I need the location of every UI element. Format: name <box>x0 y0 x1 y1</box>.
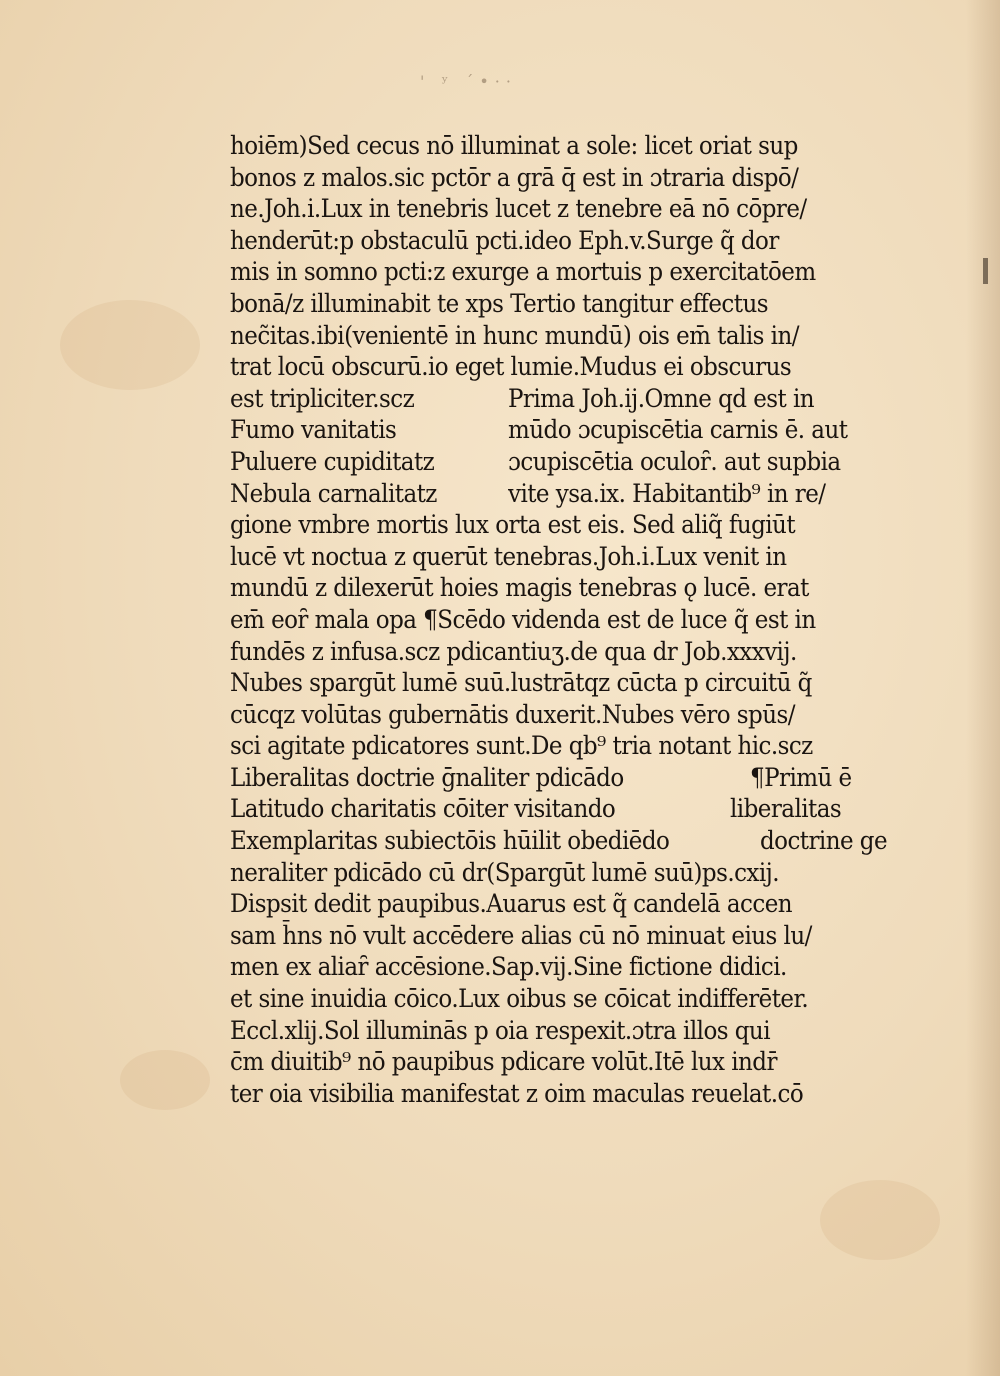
text-line: Dispsit dedit paupibus.Auarus est q̃ candelā accen <box>230 889 793 919</box>
text-line: gione vmbre mortis lux orta est eis. Sed aliq̃ fugiūt <box>230 510 796 540</box>
foxing-stain <box>820 1180 940 1260</box>
column-left-text: Puluere cupiditatz <box>230 446 435 476</box>
text-line: mundū z dilexerūt hoies magis tenebras ǫ lucē. erat <box>230 573 809 603</box>
text-line: Eccl.xlij.Sol illuminās p oia respexit.ɔtra illos qui <box>230 1015 770 1045</box>
column-right-text: ¶Primū ē <box>750 762 852 792</box>
column-right-text: Prima Joh.ij.Omne qd est in <box>508 383 815 413</box>
two-column-line <box>230 825 910 857</box>
text-line: mis in somno pcti:z exurge a mortuis p exercitatōem <box>230 257 816 287</box>
two-column-line <box>230 478 910 510</box>
column-left-text: Exemplaritas subiectōis hūilit obediēdo <box>230 826 670 856</box>
column-right-text: ɔcupiscētia oculoȓ. aut supbia <box>508 446 841 476</box>
text-line: hoiēm)Sed cecus nō illuminat a sole: licet oriat sup <box>230 131 798 160</box>
column-right-text: doctrine ge <box>760 826 888 856</box>
text-line: c̄m diuitib⁹ nō paupibus pdicare volūt.Itē lux indr̄ <box>230 1047 777 1077</box>
text-line: ne.Joh.i.Lux in tenebris lucet z tenebre eā nō cōpre/ <box>230 194 807 224</box>
column-right-text: liberalitas <box>730 794 842 824</box>
column-right-text: mūdo ɔcupiscētia carnis ē. aut <box>508 415 848 445</box>
column-right-text: vite ysa.ix. Habitantib⁹ in re/ <box>508 478 826 508</box>
text-line: nec̃itas.ibi(venientē in hunc mundū) ois em̄ talis in/ <box>230 320 799 350</box>
text-line: trat locū obscurū.io eget lumie.Mudus ei obscurus <box>230 352 792 382</box>
two-column-line <box>230 762 910 794</box>
column-left-text: Fumo vanitatis <box>230 415 397 445</box>
two-column-line <box>230 414 910 446</box>
text-line: sam h̄ns nō vult accēdere alias cū nō minuat eius lu/ <box>230 920 812 950</box>
column-left-text: est tripliciter.scz <box>230 383 415 413</box>
text-block <box>230 130 910 1109</box>
text-line: fundēs z infusa.scz pdicantiuʒ.de qua dr Job.xxxvij. <box>230 636 797 666</box>
text-line: lucē vt noctua z querūt tenebras.Joh.i.Lux venit in <box>230 541 787 571</box>
text-line: ter oia visibilia manifestat z oim maculas reuelat.cō <box>230 1078 804 1108</box>
text-line: Nubes spargūt lumē suū.lustrātqz cūcta p circuitū q̃ <box>230 668 812 698</box>
column-left-text: Liberalitas doctrie ḡnaliter pdicādo <box>230 762 624 792</box>
foxing-stain <box>120 1050 210 1110</box>
column-left-text: Nebula carnalitatz <box>230 478 437 508</box>
two-column-line <box>230 446 910 478</box>
text-line: em̄ eoȓ mala opa ¶Scēdo videnda est de luce q̃ est in <box>230 604 816 634</box>
column-left-text: Latitudo charitatis cōiter visitando <box>230 794 616 824</box>
text-line: cūcqz volūtas gubernātis duxerit.Nubes vēro spūs/ <box>230 699 795 729</box>
text-line: et sine inuidia cōico.Lux oibus se cōicat indifferēter. <box>230 984 809 1014</box>
text-line: henderūt:p obstaculū pcti.ideo Eph.v.Surge q̃ dor <box>230 225 779 255</box>
margin-mark <box>983 258 988 284</box>
faded-header: ' ʸ ´•·· <box>420 72 517 91</box>
page-gutter-shadow <box>966 0 1000 1376</box>
text-line: sci agitate pdicatores sunt.De qb⁹ tria notant hic.scz <box>230 731 813 761</box>
text-line: men ex aliaȓ accēsione.Sap.vij.Sine fictione didici. <box>230 952 787 982</box>
text-line: bonā/z illuminabit te xps Tertio tangitur effectus <box>230 288 768 318</box>
two-column-line <box>230 383 910 415</box>
text-line: bonos z malos.sic pctōr a grā q̄ est in ɔtraria dispō/ <box>230 162 799 192</box>
foxing-stain <box>60 300 200 390</box>
two-column-line <box>230 793 910 825</box>
text-line: neraliter pdicādo cū dr(Spargūt lumē suū)ps.cxij. <box>230 857 780 887</box>
